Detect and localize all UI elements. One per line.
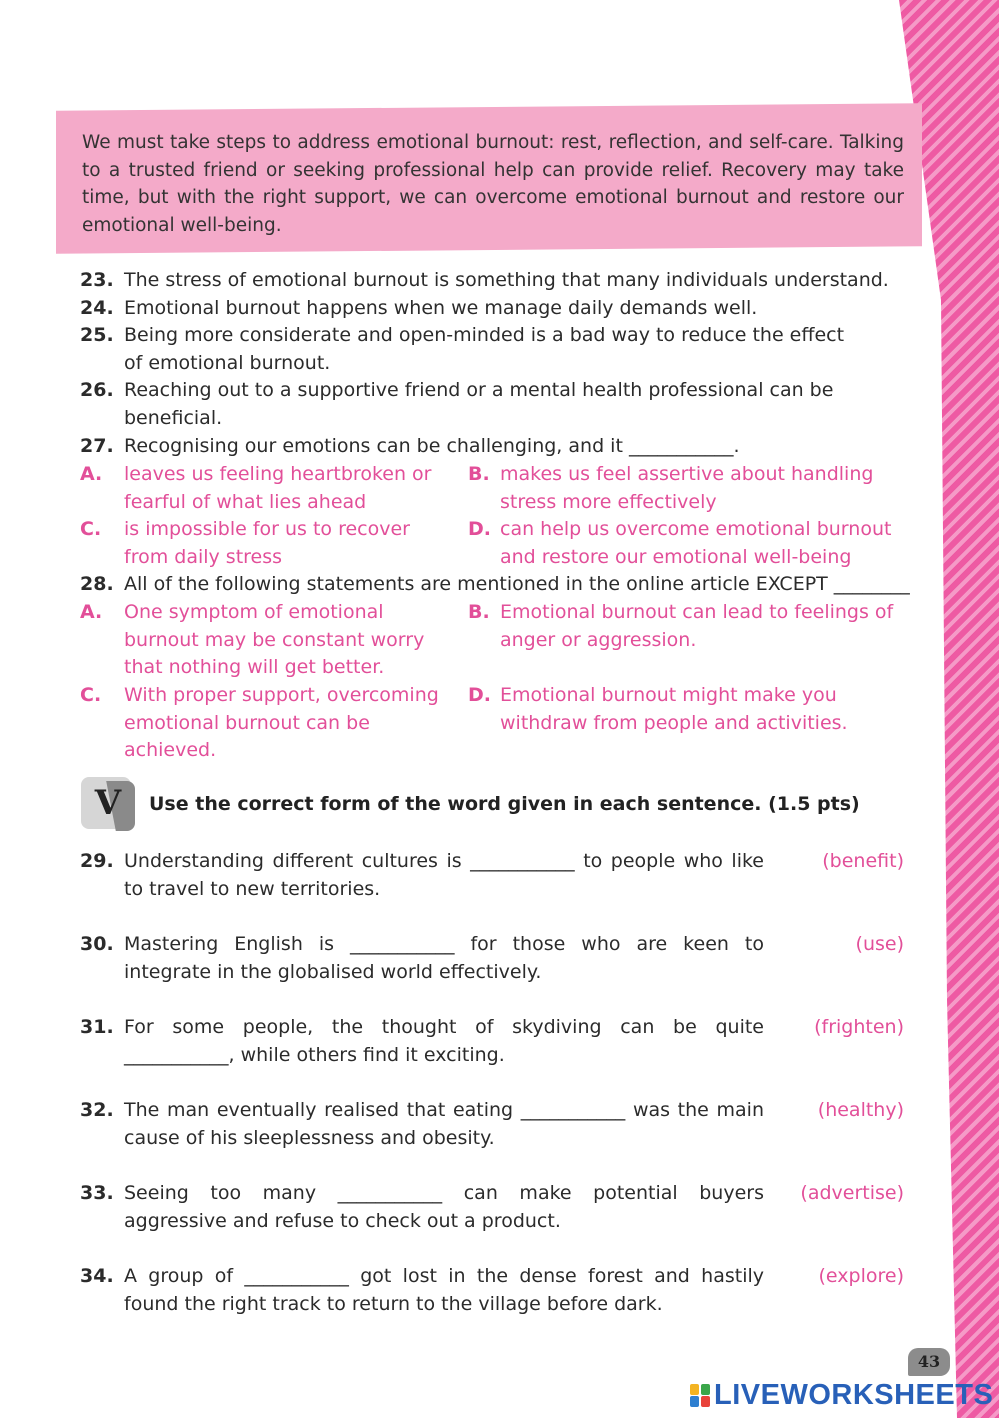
- statement-number: 26.: [80, 379, 114, 401]
- question-number: 29.: [80, 850, 114, 872]
- option-letter: C.: [80, 684, 102, 706]
- statement-number: 25.: [80, 324, 114, 346]
- option-text: Emotional burnout might make you withdraw from people and activities.: [500, 684, 848, 734]
- option-text: is impossible for us to recover from daily stress: [124, 518, 410, 568]
- question-text: Recognising our emotions can be challenging, and it ___________.: [124, 435, 740, 457]
- option-text: One symptom of emotional burnout may be constant worry that nothing will get better.: [124, 601, 425, 678]
- reading-passage-box: [56, 103, 922, 254]
- question-text[interactable]: For some people, the thought of skydiving can be quite ___________, while others find it exciting.: [124, 1016, 764, 1066]
- option-text: leaves us feeling heartbroken or fearful of what lies ahead: [124, 463, 432, 513]
- option-letter: D.: [468, 684, 491, 706]
- liveworksheets-brand[interactable]: [690, 1378, 993, 1412]
- question-number: 33.: [80, 1182, 114, 1204]
- question-number: 27.: [80, 435, 114, 457]
- statement-text: Being more considerate and open-minded is a bad way to reduce the effect of emotional burnout.: [124, 324, 845, 374]
- question-text[interactable]: A group of ___________ got lost in the dense forest and hastily found the right track to return to the village before dark.: [124, 1265, 764, 1315]
- option-text: Emotional burnout can lead to feelings of anger or aggression.: [500, 601, 894, 651]
- question-text[interactable]: Understanding different cultures is ___________ to people who like to travel to new territories.: [124, 850, 764, 900]
- option-letter: A.: [80, 463, 103, 485]
- question-text[interactable]: The man eventually realised that eating ___________ was the main cause of his sleeplessness and obesity.: [124, 1099, 764, 1149]
- question-number: 31.: [80, 1016, 114, 1038]
- statement-number: 23.: [80, 269, 114, 291]
- question-text[interactable]: Seeing too many ___________ can make potential buyers aggressive and refuse to check out a product.: [124, 1182, 764, 1232]
- option-letter: C.: [80, 518, 102, 540]
- option-letter: B.: [468, 601, 490, 623]
- option-text: can help us overcome emotional burnout and restore our emotional well-being: [500, 518, 892, 568]
- page-number: 43: [908, 1348, 950, 1376]
- statement-number: 24.: [80, 297, 114, 319]
- section-v-icon: [81, 777, 135, 831]
- reading-passage-text: We must take steps to address emotional burnout: rest, reflection, and self-care. Talking to a trusted friend or seeking professional help can provide relief. Recovery may take time, but with the right support, we can overcome emotional burnout and restore our emotional well-being.: [82, 132, 904, 236]
- word-hint: (frighten): [814, 1016, 904, 1038]
- section-title: Use the correct form of the word given in each sentence. (1.5 pts): [149, 793, 860, 815]
- brand-wordmark: LIVEWORKSHEETS: [714, 1378, 994, 1411]
- option-text: makes us feel assertive about handling stress more effectively: [500, 463, 874, 513]
- section-numeral: V: [94, 783, 122, 823]
- option-letter: B.: [468, 463, 490, 485]
- option-letter: D.: [468, 518, 491, 540]
- question-number: 34.: [80, 1265, 114, 1287]
- question-text: All of the following statements are mentioned in the online article EXCEPT ________: [124, 573, 910, 595]
- word-hint: (use): [855, 933, 904, 955]
- word-hint: (benefit): [822, 850, 904, 872]
- word-hint: (advertise): [800, 1182, 904, 1204]
- statement-text: Reaching out to a supportive friend or a mental health professional can be beneficial.: [124, 379, 834, 429]
- statement-text: Emotional burnout happens when we manage daily demands well.: [124, 297, 758, 319]
- question-number: 28.: [80, 573, 114, 595]
- option-letter: A.: [80, 601, 103, 623]
- liveworksheets-logo-icon: [690, 1382, 712, 1408]
- option-text: With proper support, overcoming emotional burnout can be achieved.: [124, 684, 439, 761]
- statement-text: The stress of emotional burnout is something that many individuals understand.: [124, 269, 889, 291]
- word-hint: (healthy): [817, 1099, 904, 1121]
- question-number: 32.: [80, 1099, 114, 1121]
- question-text[interactable]: Mastering English is ___________ for those who are keen to integrate in the globalised world effectively.: [124, 933, 764, 983]
- question-number: 30.: [80, 933, 114, 955]
- word-hint: (explore): [818, 1265, 904, 1287]
